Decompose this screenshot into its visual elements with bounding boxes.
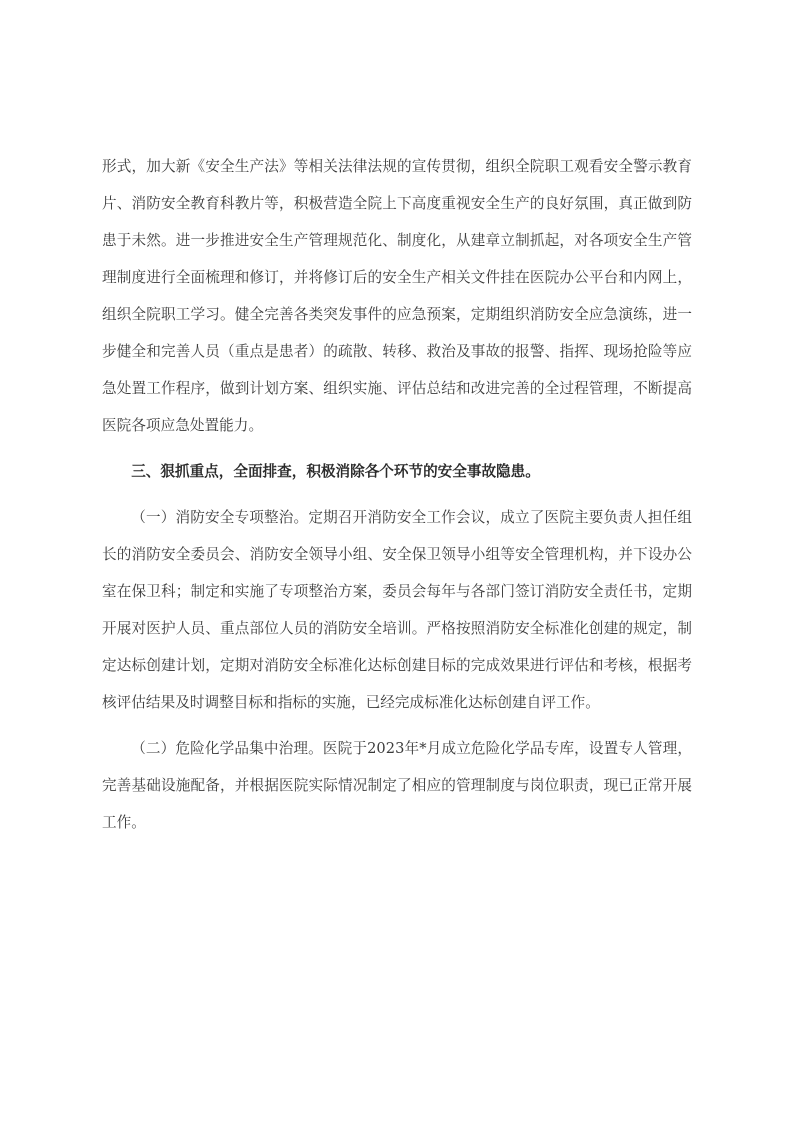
section-heading-three: 三、狠抓重点，全面排查，积极消除各个环节的安全事故隐患。 <box>131 463 540 480</box>
body-paragraph-hazardous-chemicals: （二）危险化学品集中治理。医院于2023年*月成立危险化学品专库，设置专人管理，完善基础设施配备，并根据医院实际情况制定了相应的管理制度与岗位职责，现已正常开展工作。 <box>102 740 692 831</box>
document-page <box>102 148 692 841</box>
body-paragraph-fire-safety: （一）消防安全专项整治。定期召开消防安全工作会议，成立了医院主要负责人担任组长的消防安全委员会、消防安全领导小组、安全保卫领导小组等安全管理机构，并下设办公室在保卫科；制定和实施了专项整治方案，委员会每年与各部门签订消防安全责任书，定期开展对医护人员、重点部位人员的消防安全培训。严格按照消防安全标准化创建的规定，制定达标创建计划，定期对消防安全标准化达标创建目标的完成效果进行评估和考核，根据考核评估结果及时调整目标和指标的实施，已经完成标准化达标创建自评工作。 <box>102 509 692 711</box>
body-paragraph-continued: 形式，加大新《安全生产法》等相关法律法规的宣传贯彻，组织全院职工观看安全警示教育片、消防安全教育科教片等，积极营造全院上下高度重视安全生产的良好氛围，真正做到防患于未然。进一步推进安全生产管理规范化、制度化，从建章立制抓起，对各项安全生产管理制度进行全面梳理和修订，并将修订后的安全生产相关文件挂在医院办公平台和内网上，组织全院职工学习。健全完善各类突发事件的应急预案，定期组织消防安全应急演练，进一步健全和完善人员（重点是患者）的疏散、转移、救治及事故的报警、指挥、现场抢险等应急处置工作程序，做到计划方案、组织实施、评估总结和改进完善的全过程管理，不断提高医院各项应急处置能力。 <box>102 158 692 434</box>
